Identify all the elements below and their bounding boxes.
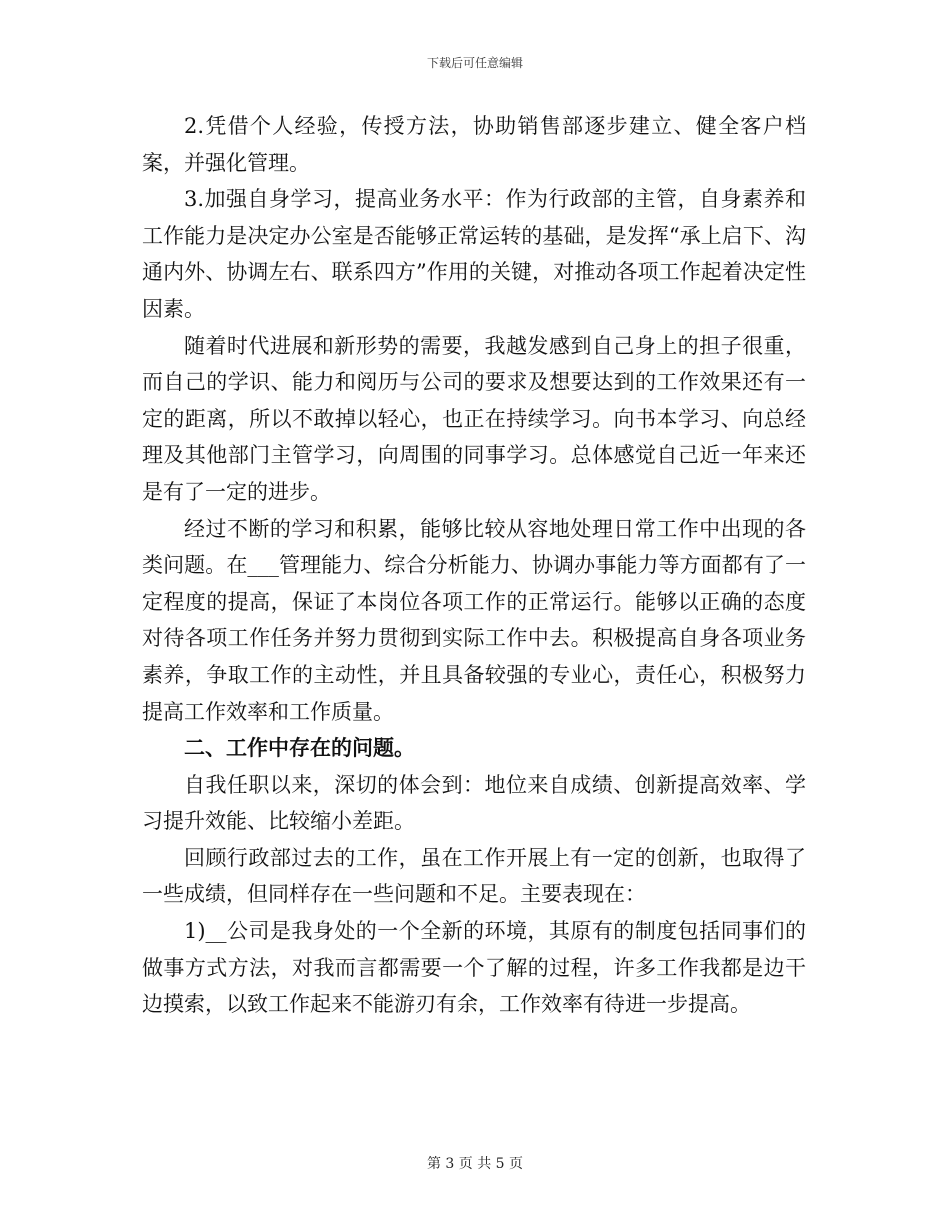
paragraph-item-2: 2.凭借个人经验，传授方法，协助销售部逐步建立、健全客户档案，并强化管理。 <box>142 114 806 175</box>
paragraph-issue-1: 1)__公司是我身处的一个全新的环境，其原有的制度包括同事们的做事方式方法，对我而言都需要一个了解的过程，许多工作我都是边干边摸索，以致工作起来不能游刃有余，工作效率有待进一步提高。 <box>142 919 806 1017</box>
paragraph-achievements: 经过不断的学习和积累，能够比较从容地处理日常工作中出现的各类问题。在___管理能力、综合分析能力、协调办事能力等方面都有了一定程度的提高，保证了本岗位各项工作的正常运行。能够以正确的态度对待各项工作任务并努力贯彻到实际工作中去。积极提高自身各项业务素养，争取工作的主动性，并且具备较强的专业心，责任心，积极努力提高工作效率和工作质量。 <box>142 516 806 724</box>
paragraph-experience: 自我任职以来，深切的体会到：地位来自成绩、创新提高效率、学习提升效能、比较缩小差距。 <box>142 772 806 834</box>
paragraph-progress: 随着时代进展和新形势的需要，我越发感到自己身上的担子很重，而自己的学识、能力和阅历与公司的要求及想要达到的工作效果还有一定的距离，所以不敢掉以轻心，也正在持续学习。向书本学习、向总经理及其他部门主管学习，向周围的同事学习。总体感觉自己近一年来还是有了一定的进步。 <box>142 333 806 504</box>
page-header: 下载后可任意编辑 <box>426 56 523 70</box>
document-body <box>142 108 806 1023</box>
paragraph-item-3: 3.加强自身学习，提高业务水平：作为行政部的主管，自身素养和工作能力是决定办公室是否能够正常运转的基础，是发挥“承上启下、沟通内外、协调左右、联系四方”作用的关键，对推动各项工作起着决定性因素。 <box>142 187 806 321</box>
page-footer: 第 3 页 共 5 页 <box>426 1156 524 1172</box>
section-heading-problems: 二、工作中存在的问题。 <box>184 735 415 761</box>
paragraph-review: 回顾行政部过去的工作，虽在工作开展上有一定的创新，也取得了一些成绩，但同样存在一些问题和不足。主要表现在： <box>142 845 806 907</box>
